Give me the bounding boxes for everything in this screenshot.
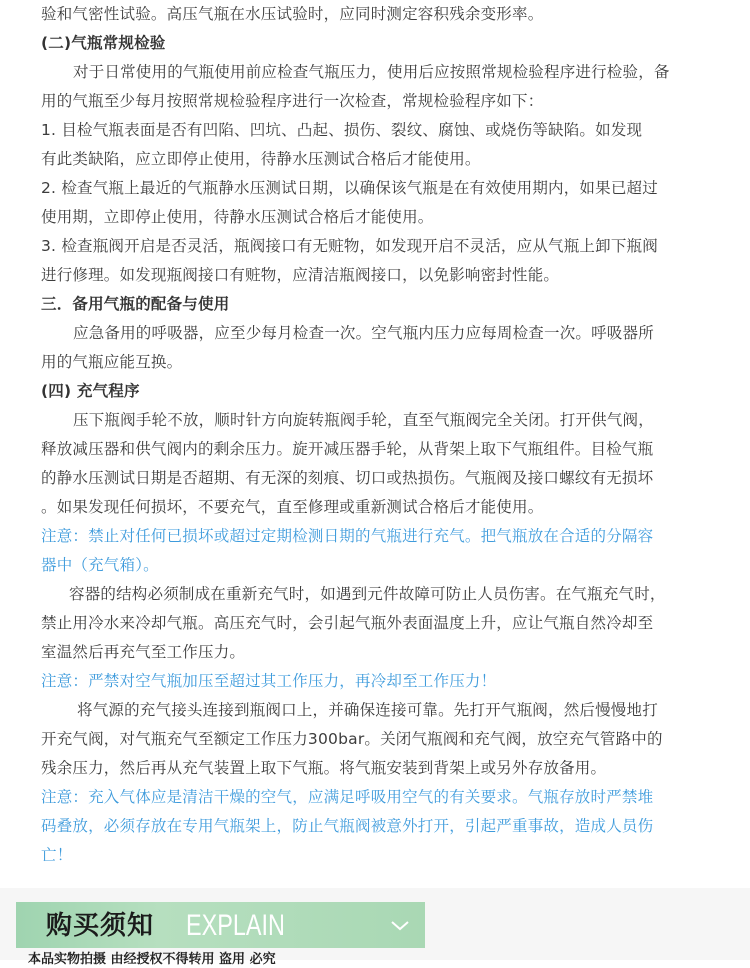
text-line: 。如果发现任何损坏，不要充气，直至修理或重新测试合格后才能使用。 (41, 498, 544, 516)
text-line: 应急备用的呼吸器，应至少每月检查一次。空气瓶内压力应每周检查一次。呼吸器所 (73, 324, 654, 342)
text-line: 进行修理。如发现瓶阀接口有赃物，应清洁瓶阀接口，以免影响密封性能。 (41, 266, 560, 284)
text-line: 验和气密性试验。高压气瓶在水压试验时，应同时测定容积残余变形率。 (41, 5, 544, 23)
text-line: 禁止用冷水来冷却气瓶。高压充气时，会引起气瓶外表面温度上升，应让气瓶自然冷却至 (41, 614, 654, 632)
chevron-down-icon (389, 914, 411, 936)
text-line: 对于日常使用的气瓶使用前应检查气瓶压力，使用后应按照常规检验程序进行检验，备 (73, 63, 670, 81)
note-line: 注意：严禁对空气瓶加压至超过其工作压力，再冷却至工作压力！ (41, 672, 497, 690)
text-line: 残余压力，然后再从充气装置上取下气瓶。将气瓶安装到背架上或另外存放备用。 (41, 759, 607, 777)
note-line: 注意：禁止对任何已损坏或超过定期检测日期的气瓶进行充气。把气瓶放在合适的分隔容 (41, 527, 654, 545)
text-line: 用的气瓶应能互换。 (41, 353, 183, 371)
note-line: 码叠放，必须存放在专用气瓶架上，防止气瓶阀被意外打开，引起严重事故，造成人员伤 (41, 817, 654, 835)
footer-cut-text: 本品实物拍摄 由经授权不得转用 盗用 必究 (28, 952, 276, 967)
document-body (41, 0, 711, 870)
text-line: 开充气阀，对气瓶充气至额定工作压力300bar。关闭气瓶阀和充气阀，放空充气管路中的 (41, 730, 663, 748)
text-line: 有此类缺陷，应立即停止使用，待静水压测试合格后才能使用。 (41, 150, 481, 168)
text-line: 容器的结构必须制成在重新充气时，如遇到元件故障可防止人员伤害。在气瓶充气时， (69, 585, 666, 603)
note-line: 注意：充入气体应是清洁干燥的空气，应满足呼吸用空气的有关要求。气瓶存放时严禁堆 (41, 788, 654, 806)
text-line: 的静水压测试日期是否超期、有无深的刻痕、切口或热损伤。气瓶阀及接口螺纹有无损坏 (41, 469, 654, 487)
purchase-notice-section (0, 888, 750, 960)
text-line: 2. 检查气瓶上最近的气瓶静水压测试日期，以确保该气瓶是在有效使用期内，如果已超过 (41, 179, 658, 197)
text-line: 室温然后再充气至工作压力。 (41, 643, 246, 661)
note-line: 亡！ (41, 846, 73, 864)
section-heading: 三．备用气瓶的配备与使用 (41, 295, 230, 313)
note-line: 器中（充气箱）。 (41, 556, 159, 574)
text-line: 3. 检查瓶阀开启是否灵活，瓶阀接口有无赃物，如发现开启不灵活，应从气瓶上卸下瓶阀 (41, 237, 658, 255)
purchase-notice-banner (16, 902, 425, 948)
banner-title: 购买须知 (46, 911, 155, 941)
text-line: 用的气瓶至少每月按照常规检验程序进行一次检查，常规检验程序如下： (41, 92, 544, 110)
text-line: 压下瓶阀手轮不放，顺时针方向旋转瓶阀手轮，直至气瓶阀完全关闭。打开供气阀， (73, 411, 654, 429)
banner-subtitle: EXPLAIN (186, 909, 285, 942)
text-line: 释放减压器和供气阀内的剩余压力。旋开减压器手轮，从背架上取下气瓶组件。目检气瓶 (41, 440, 654, 458)
text-line: 使用期，立即停止使用，待静水压测试合格后才能使用。 (41, 208, 434, 226)
section-heading: (四) 充气程序 (41, 382, 140, 400)
section-heading: (二)气瓶常规检验 (41, 34, 166, 52)
text-line: 将气源的充气接头连接到瓶阀口上，并确保连接可靠。先打开气瓶阀，然后慢慢地打 (77, 701, 658, 719)
text-line: 1. 目检气瓶表面是否有凹陷、凹坑、凸起、损伤、裂纹、腐蚀、或烧伤等缺陷。如发现 (41, 121, 643, 139)
